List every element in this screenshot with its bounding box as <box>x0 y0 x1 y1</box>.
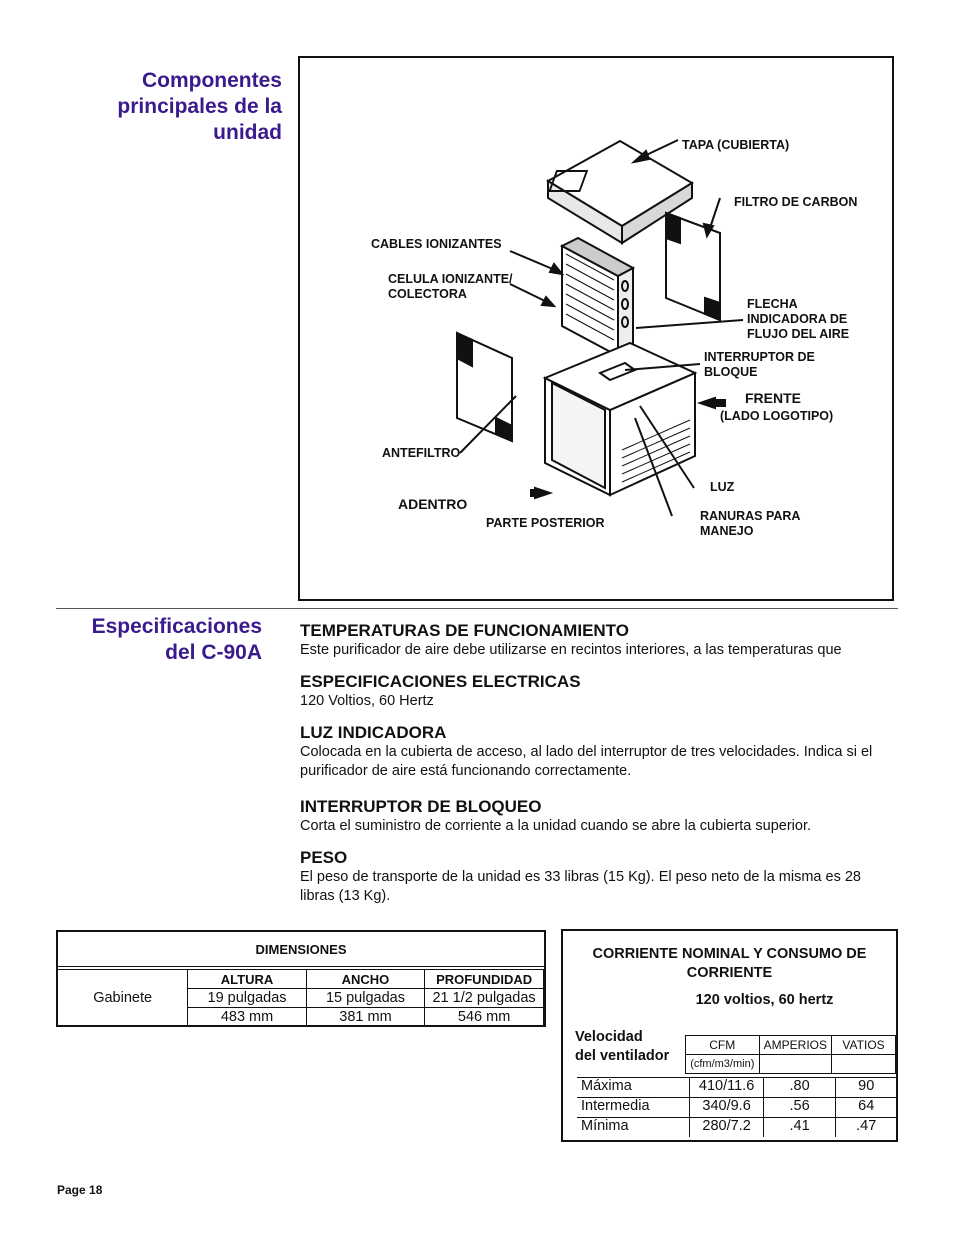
table-row: ALTURA ANCHO PROFUNDIDAD <box>58 970 544 989</box>
label-interlock-switch: INTERRUPTOR DE BLOQUE <box>704 350 815 379</box>
table-row: Mínima 280/7.2 .41 .47 <box>577 1117 896 1137</box>
amperage-table <box>561 929 898 1142</box>
amperage-title: CORRIENTE NOMINAL Y CONSUMO DE CORRIENTE <box>592 946 867 981</box>
table-row: 483 mm 381 mm 546 mm <box>58 1008 544 1027</box>
label-logo-side: (LADO LOGOTIPO) <box>720 409 834 423</box>
dimensions-grid <box>58 969 544 1027</box>
label-airflow-arrow: FLECHA INDICADORA DE FLUJO DEL AIRE <box>747 297 850 341</box>
label-prefilter: ANTEFILTRO <box>382 446 461 460</box>
label-light: LUZ <box>710 480 735 494</box>
table-row: Gabinete 19 pulgadas 15 pulgadas 21 1/2 pulgadas <box>58 989 544 1008</box>
fan-speed-label: Velocidad del ventilador <box>575 1029 670 1064</box>
amperage-header-grid <box>685 1035 896 1074</box>
label-handling-slots: RANURAS PARA MANEJO <box>700 509 801 538</box>
spec-interlock-switch: INTERRUPTOR DE BLOQUEO Corta el suministro de corriente a la unidad cuando se abre la cubierta superior. <box>300 797 812 834</box>
table-row: (cfm/m3/min) <box>686 1055 896 1074</box>
section-divider <box>56 608 898 609</box>
dimensions-title: DIMENSIONES <box>255 942 347 957</box>
label-front: FRENTE <box>745 390 801 406</box>
amperage-subtitle: 120 voltios, 60 hertz <box>695 992 834 1008</box>
amperage-rows <box>577 1077 896 1137</box>
dimensions-table <box>56 930 546 1027</box>
spec-indicator-light: LUZ INDICADORA Colocada en la cubierta de acceso, al lado del interruptor de tres velocidades. Indica si el purificador de aire está funcionando correctamente. <box>300 723 873 779</box>
spec-weight: PESO El peso de transporte de la unidad es 33 libras (15 Kg). El peso neto de la misma es 28 libras (13 Kg). <box>300 848 861 904</box>
table-row: Intermedia 340/9.6 .56 64 <box>577 1097 896 1117</box>
label-back: PARTE POSTERIOR <box>486 516 605 530</box>
specifications-list <box>300 621 898 906</box>
label-ionizing-cables: CABLES IONIZANTES <box>371 237 502 251</box>
spec-electrical: ESPECIFICACIONES ELECTRICAS 120 Voltios, 60 Hertz <box>300 672 581 709</box>
table-row: Máxima 410/11.6 .80 90 <box>577 1077 896 1097</box>
label-ionizing-cell: CELULA IONIZANTE/ COLECTORA <box>388 272 513 301</box>
label-inside: ADENTRO <box>398 496 468 512</box>
page-number: Page 18 <box>57 1183 103 1197</box>
components-diagram <box>298 56 894 601</box>
section-heading-specifications: Especificaciones del C-90A <box>91 615 262 664</box>
spec-operating-temperatures: TEMPERATURAS DE FUNCIONAMIENTO Este purificador de aire debe utilizarse en recintos interiores, a las temperaturas que <box>300 621 842 658</box>
section-heading-components: Componentes principales de la unidad <box>117 69 282 144</box>
table-row: CFM AMPERIOS VATIOS <box>686 1036 896 1055</box>
label-lid: TAPA (CUBIERTA) <box>682 138 790 152</box>
label-carbon-filter: FILTRO DE CARBON <box>734 195 858 209</box>
